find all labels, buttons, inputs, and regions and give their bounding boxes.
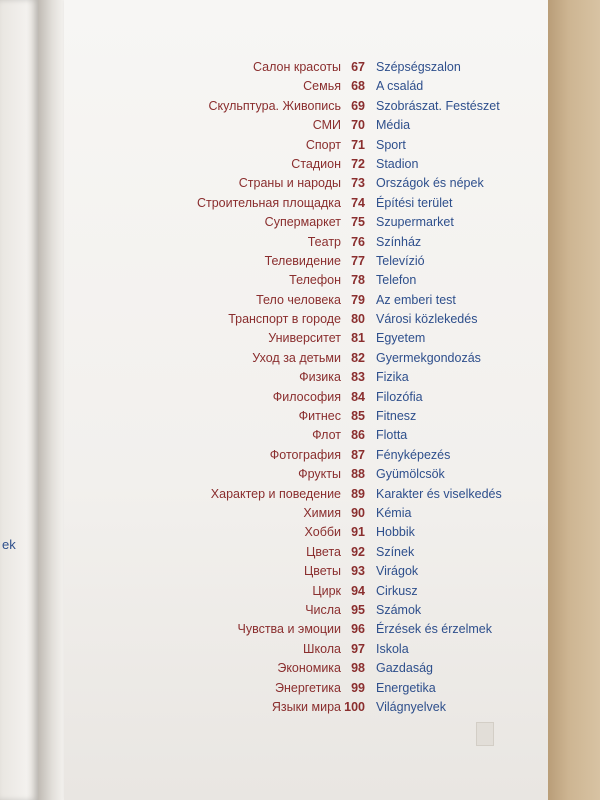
left-page [0,0,38,800]
toc-row [64,523,548,542]
toc-page-number: 71 [351,137,365,152]
toc-row [64,679,548,698]
table-surface [548,0,600,800]
toc-russian-title: Уход за детьми [252,350,341,365]
toc-hungarian-title: A család [376,79,424,94]
toc-row [64,77,548,96]
toc-page-number: 74 [351,195,365,210]
toc-russian-title: Химия [303,505,341,520]
toc-hungarian-title: Fényképezés [376,447,451,462]
toc-hungarian-title: Az emberi test [376,292,456,307]
toc-hungarian-title: Virágok [376,564,419,579]
toc-russian-title: Спорт [305,137,341,152]
toc-page-number: 78 [351,273,365,288]
toc-page-number: 72 [351,156,365,171]
toc-page-number: 87 [351,447,365,462]
toc-russian-title: Языки мира [271,699,341,714]
toc-hungarian-title: Filozófia [376,389,423,404]
toc-row [64,329,548,348]
toc-hungarian-title: Világnyelvek [376,699,446,714]
toc-row [64,349,548,368]
toc-row [64,233,548,252]
toc-russian-title: Транспорт в городе [228,312,341,327]
toc-russian-title: Скульптура. Живопись [208,98,341,113]
toc-page-number: 84 [351,389,365,404]
toc-hungarian-title: Gazdaság [376,661,433,676]
toc-russian-title: Школа [303,641,341,656]
toc-row [64,368,548,387]
toc-hungarian-title: Építési terület [376,195,453,210]
toc-hungarian-title: Média [376,118,411,133]
toc-hungarian-title: Országok és népek [376,176,484,191]
toc-page-number: 100 [344,699,365,714]
toc-page-number: 96 [351,622,365,637]
toc-row [64,58,548,77]
toc-hungarian-title: Egyetem [376,331,426,346]
toc-hungarian-title: Kémia [376,505,412,520]
toc-row [64,310,548,329]
toc-russian-title: Строительная площадка [196,195,341,210]
toc-hungarian-title: Flotta [376,428,408,443]
toc-row [64,116,548,135]
toc-russian-title: Телефон [289,273,341,288]
toc-hungarian-title: Színek [376,544,415,559]
toc-russian-title: Страны и народы [238,176,341,191]
toc-page-number: 93 [351,564,365,579]
toc-page-number: 73 [351,176,365,191]
toc-hungarian-title: Szupermarket [376,215,454,230]
toc-row [64,562,548,581]
toc-page-number: 85 [351,409,365,424]
toc-russian-title: Цвета [306,544,341,559]
toc-russian-title: Фитнес [298,409,341,424]
toc-russian-title: Физика [299,370,341,385]
toc-page-number: 90 [351,505,365,520]
toc-page-number: 79 [351,292,365,307]
toc-russian-title: Семья [303,79,341,94]
toc-page-number: 76 [351,234,365,249]
toc-hungarian-title: Érzések és érzelmek [376,622,493,637]
toc-hungarian-title: Televízió [376,253,425,268]
toc-hungarian-title: Fitnesz [376,409,417,424]
toc-russian-title: Фрукты [298,467,341,482]
toc-hungarian-title: Karakter és viselkedés [376,486,502,501]
toc-russian-title: Салон красоты [252,60,341,74]
toc-hungarian-title: Gyermekgondozás [376,350,481,365]
toc-page-number: 81 [351,331,365,346]
toc-page-number: 77 [351,253,365,268]
toc-row [64,659,548,678]
toc-row [64,194,548,213]
toc-row [64,543,548,562]
toc-page-number: 97 [351,641,365,656]
toc-russian-title: Супермаркет [264,215,341,230]
toc-row [64,582,548,601]
toc-russian-title: Университет [268,331,341,346]
page-tab-marker [476,722,494,746]
toc-page-number: 99 [351,680,365,695]
toc-row [64,136,548,155]
toc-hungarian-title: Szobrászat. Festészet [376,98,500,113]
toc-hungarian-title: Hobbik [376,525,415,540]
toc-russian-title: Театр [307,234,341,249]
toc-hungarian-title: Színház [376,234,422,249]
toc-page-number: 89 [351,486,365,501]
toc-page-number: 67 [351,60,365,74]
toc-hungarian-title: Városi közlekedés [376,312,478,327]
toc-row [64,271,548,290]
table-of-contents [64,58,548,717]
toc-page-number: 86 [351,428,365,443]
toc-russian-title: Стадион [291,156,341,171]
toc-russian-title: Характер и поведение [210,486,341,501]
toc-row [64,601,548,620]
toc-russian-title: СМИ [312,118,341,133]
toc-hungarian-title: Energetika [376,680,436,695]
toc-page-number: 69 [351,98,365,113]
toc-russian-title: Цирк [312,583,341,598]
toc-page-number: 82 [351,350,365,365]
toc-row [64,485,548,504]
toc-row [64,620,548,639]
toc-page-number: 75 [351,215,365,230]
toc-row [64,426,548,445]
toc-row [64,388,548,407]
toc-russian-title: Философия [272,389,341,404]
toc-hungarian-title: Gyümölcsök [376,467,445,482]
toc-row [64,213,548,232]
book-gutter [38,0,64,800]
toc-page-number: 92 [351,544,365,559]
toc-row [64,465,548,484]
toc-page-number: 70 [351,118,365,133]
toc-russian-title: Чувства и эмоции [237,622,341,637]
toc-page-number: 91 [351,525,365,540]
toc-page-number: 94 [351,583,365,598]
toc-page-number: 98 [351,661,365,676]
toc-row [64,97,548,116]
toc-row [64,291,548,310]
toc-russian-title: Энергетика [274,680,341,695]
toc-row [64,446,548,465]
toc-row [64,155,548,174]
toc-russian-title: Числа [305,602,341,617]
toc-row [64,504,548,523]
toc-page-number: 83 [351,370,365,385]
toc-hungarian-title: Cirkusz [376,583,418,598]
toc-hungarian-title: Számok [376,602,422,617]
toc-row [64,640,548,659]
toc-russian-title: Экономика [277,661,341,676]
toc-russian-title: Цветы [304,564,341,579]
toc-row [64,698,548,717]
toc-russian-title: Фотография [269,447,341,462]
toc-page-number: 80 [351,312,365,327]
toc-hungarian-title: Fizika [376,370,409,385]
toc-row [64,174,548,193]
toc-row [64,407,548,426]
left-page-text-fragment: ek [2,537,16,552]
toc-russian-title: Флот [312,428,341,443]
toc-page-number: 88 [351,467,365,482]
toc-russian-title: Хобби [304,525,341,540]
toc-hungarian-title: Stadion [376,156,419,171]
toc-hungarian-title: Szépségszalon [376,60,461,74]
toc-page-number: 95 [351,602,365,617]
toc-hungarian-title: Iskola [376,641,409,656]
toc-row [64,252,548,271]
toc-russian-title: Телевидение [264,253,341,268]
toc-russian-title: Тело человека [256,292,341,307]
toc-page-number: 68 [351,79,365,94]
toc-hungarian-title: Telefon [376,273,417,288]
toc-hungarian-title: Sport [376,137,406,152]
